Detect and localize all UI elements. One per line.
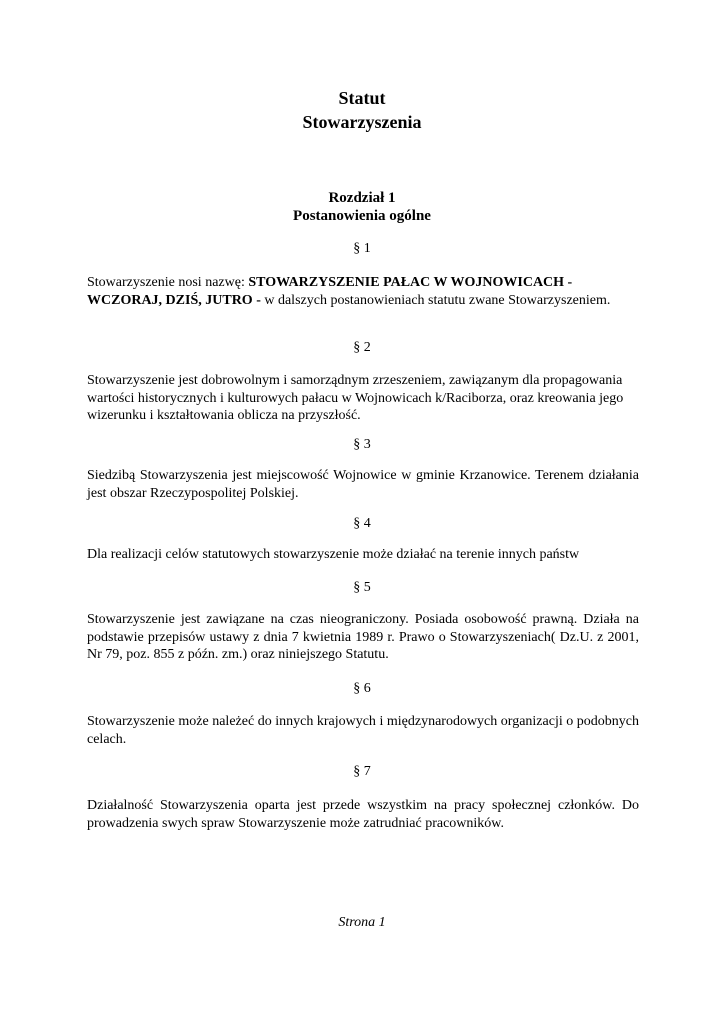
section-text-1 [87,274,639,309]
section-1-text-after: w dalszych postanowieniach statutu zwane Stowarzyszeniem. [264,292,611,308]
section-mark-3: § 3 [353,437,371,452]
section-mark-1: § 1 [353,241,371,256]
section-text-7: Działalność Stowarzyszenia oparta jest przede wszystkim na pracy społecznej członków. Do prowadzenia swych spraw Stowarzyszenie może zatrudniać pracowników. [87,798,639,831]
document-title-line2: Stowarzyszenia [302,112,422,132]
section-mark-7: § 7 [353,764,371,779]
section-mark-4: § 4 [353,516,371,531]
document-title-line1: Statut [338,88,386,108]
section-mark-5: § 5 [353,580,371,595]
section-text-4: Dla realizacji celów statutowych stowarzyszenie może działać na terenie innych państw [87,547,580,562]
section-text-5: Stowarzyszenie jest zawiązane na czas nieograniczony. Posiada osobowość prawną. Działa na podstawie przepisów ustawy z dnia 7 kwietnia 1989 r. Prawo o Stowarzyszeniach( Dz.U. z 2001, Nr 79, poz. 855 z późn. zm.) oraz niniejszego Statutu. [87,612,639,662]
section-1-text-before: Stowarzyszenie nosi nazwę: [87,275,249,290]
chapter-heading: Rozdział 1 [328,190,396,206]
page-footer: Strona 1 [338,915,386,930]
section-text-6: Stowarzyszenie może należeć do innych krajowych i międzynarodowych organizacji o podobnych celach. [87,714,639,747]
association-name: STOWARZYSZENIE PAŁAC W WOJNOWICACH - WCZORAJ, DZIŚ, JUTRO - [87,275,573,308]
section-text-2: Stowarzyszenie jest dobrowolnym i samorządnym zrzeszeniem, zawiązanym dla propagowania wartości historycznych i kulturowych pałacu w Wojnowicach k/Raciborza, oraz kreowania jego wizerunku i kształtowania oblicza na przyszłość. [87,373,624,423]
section-text-3: Siedzibą Stowarzyszenia jest miejscowość Wojnowice w gminie Krzanowice. Terenem działania jest obszar Rzeczypospolitej Polskiej. [87,468,639,501]
chapter-subheading: Postanowienia ogólne [293,208,431,224]
section-mark-6: § 6 [353,681,371,696]
section-mark-2: § 2 [353,340,371,355]
